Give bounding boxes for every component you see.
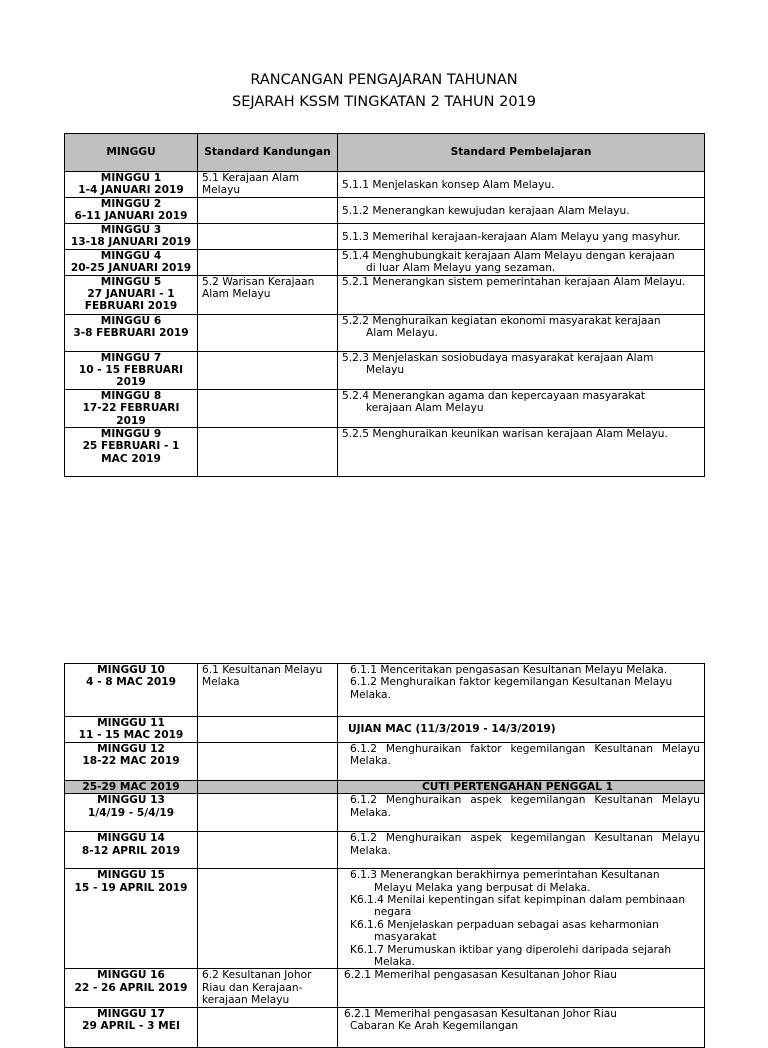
header-standard-pembelajaran: Standard Pembelajaran — [338, 134, 705, 172]
table-row — [65, 198, 705, 224]
standard-kandungan-cell — [198, 351, 338, 389]
week-cell: MINGGU 8 17-22 FEBRUARI 2019 — [65, 389, 198, 427]
standard-kandungan-cell — [198, 389, 338, 427]
week-cell: MINGGU 5 27 JANUARI - 1 FEBRUARI 2019 — [65, 275, 198, 314]
week-cell: MINGGU 12 18-22 MAC 2019 — [65, 742, 198, 780]
week-cell: MINGGU 2 6-11 JANUARI 2019 — [65, 198, 198, 224]
standard-kandungan-cell — [198, 717, 338, 743]
standard-kandungan-cell — [198, 1007, 338, 1047]
standard-kandungan-cell — [198, 869, 338, 969]
table-row — [65, 314, 705, 351]
week-cell: MINGGU 4 20-25 JANUARI 2019 — [65, 249, 198, 275]
standard-kandungan-cell — [198, 223, 338, 249]
table-row — [65, 389, 705, 427]
standard-pembelajaran-cell: 5.1.1 Menjelaskan konsep Alam Melayu. — [338, 172, 705, 198]
document-title-line2: SEJARAH KSSM TINGKATAN 2 TAHUN 2019 — [232, 94, 536, 110]
week-cell: MINGGU 10 4 - 8 MAC 2019 — [65, 664, 198, 717]
table-row — [65, 223, 705, 249]
standard-kandungan-cell — [198, 780, 338, 793]
table-row — [65, 428, 705, 477]
week-cell: MINGGU 6 3-8 FEBRUARI 2019 — [65, 314, 198, 351]
standard-pembelajaran-cell: 5.1.3 Memerihal kerajaan-kerajaan Alam Melayu yang masyhur. — [338, 223, 705, 249]
table-row — [65, 869, 705, 969]
standard-pembelajaran-cell: 6.1.2 Menghuraikan aspek kegemilangan Kesultanan Melayu Melaka. — [338, 794, 705, 832]
standard-pembelajaran-cell: 5.1.2 Menerangkan kewujudan kerajaan Alam Melayu. — [338, 198, 705, 224]
standard-pembelajaran-cell: 5.2.5 Menghuraikan keunikan warisan kerajaan Alam Melayu. — [338, 428, 705, 477]
week-cell: MINGGU 11 11 - 15 MAC 2019 — [65, 717, 198, 743]
week-cell: MINGGU 3 13-18 JANUARI 2019 — [65, 223, 198, 249]
standard-pembelajaran-cell: 5.1.4 Menghubungkait kerajaan Alam Melayu dengan kerajaan di luar Alam Melayu yang sezaman. — [338, 249, 705, 275]
standard-pembelajaran-cell: 6.2.1 Memerihal pengasasan Kesultanan Johor Riau Cabaran Ke Arah Kegemilangan — [338, 1007, 705, 1047]
standard-kandungan-cell — [198, 428, 338, 477]
table-row — [65, 969, 705, 1007]
standard-kandungan-cell — [198, 832, 338, 869]
plan-table-1 — [64, 133, 705, 477]
standard-kandungan-cell: 5.2 Warisan Kerajaan Alam Melayu — [198, 275, 338, 314]
standard-pembelajaran-cell: 6.1.1 Menceritakan pengasasan Kesultanan Melayu Melaka. 6.1.2 Menghuraikan faktor kegemilangan Kesultanan Melayu Melaka. — [338, 664, 705, 717]
standard-pembelajaran-cell: 6.2.1 Memerihal pengasasan Kesultanan Johor Riau — [338, 969, 705, 1007]
standard-pembelajaran-cell: 5.2.4 Menerangkan agama dan kepercayaan masyarakat kerajaan Alam Melayu — [338, 389, 705, 427]
table-row — [65, 249, 705, 275]
week-cell: MINGGU 7 10 - 15 FEBRUARI 2019 — [65, 351, 198, 389]
table-row — [65, 275, 705, 314]
header-minggu: MINGGU — [65, 134, 198, 172]
week-cell: MINGGU 15 15 - 19 APRIL 2019 — [65, 869, 198, 969]
document-title-line1: RANCANGAN PENGAJARAN TAHUNAN — [250, 72, 518, 88]
standard-kandungan-cell — [198, 742, 338, 780]
standard-pembelajaran-cell: UJIAN MAC (11/3/2019 - 14/3/2019) — [338, 717, 705, 743]
table-row — [65, 1007, 705, 1047]
table-row — [65, 664, 705, 717]
standard-kandungan-cell — [198, 249, 338, 275]
week-cell: MINGGU 16 22 - 26 APRIL 2019 — [65, 969, 198, 1007]
week-cell: MINGGU 9 25 FEBRUARI - 1 MAC 2019 — [65, 428, 198, 477]
table-row — [65, 742, 705, 780]
standard-pembelajaran-cell: 6.1.3 Menerangkan berakhirnya pemerintahan Kesultanan Melayu Melaka yang berpusat di Melaka. K6.1.4 Menilai kepentingan sifat kepimpinan dalam pembinaan negara K6.1.6 Menjelaskan perpaduan sebagai asas keharmonian masyarakat K6.1.7 Merumuskan iktibar yang diperolehi daripada sejarah Melaka. — [338, 869, 705, 969]
header-standard-kandungan: Standard Kandungan — [198, 134, 338, 172]
standard-pembelajaran-cell: 6.1.2 Menghuraikan aspek kegemilangan Kesultanan Melayu Melaka. — [338, 832, 705, 869]
week-cell: MINGGU 13 1/4/19 - 5/4/19 — [65, 794, 198, 832]
standard-kandungan-cell — [198, 314, 338, 351]
standard-pembelajaran-cell: 5.2.3 Menjelaskan sosiobudaya masyarakat kerajaan Alam Melayu — [338, 351, 705, 389]
table-row — [65, 717, 705, 743]
table-row — [65, 351, 705, 389]
table-row — [65, 794, 705, 832]
table-row — [65, 832, 705, 869]
week-cell: 25-29 MAC 2019 — [65, 780, 198, 793]
holiday-row — [65, 780, 705, 793]
week-cell: MINGGU 14 8-12 APRIL 2019 — [65, 832, 198, 869]
standard-kandungan-cell — [198, 198, 338, 224]
holiday-label: CUTI PERTENGAHAN PENGGAL 1 — [338, 780, 705, 793]
table-header-row — [65, 134, 705, 172]
standard-kandungan-cell: 6.2 Kesultanan Johor Riau dan Kerajaan-kerajaan Melayu — [198, 969, 338, 1007]
standard-kandungan-cell — [198, 794, 338, 832]
week-cell: MINGGU 1 1-4 JANUARI 2019 — [65, 172, 198, 198]
standard-pembelajaran-cell: 6.1.2 Menghuraikan faktor kegemilangan Kesultanan Melayu Melaka. — [338, 742, 705, 780]
standard-pembelajaran-cell: 5.2.1 Menerangkan sistem pemerintahan kerajaan Alam Melayu. — [338, 275, 705, 314]
week-cell: MINGGU 17 29 APRIL - 3 MEI — [65, 1007, 198, 1047]
standard-pembelajaran-cell: 5.2.2 Menghuraikan kegiatan ekonomi masyarakat kerajaan Alam Melayu. — [338, 314, 705, 351]
plan-table-2 — [64, 663, 705, 1048]
standard-kandungan-cell: 5.1 Kerajaan Alam Melayu — [198, 172, 338, 198]
standard-kandungan-cell: 6.1 Kesultanan Melayu Melaka — [198, 664, 338, 717]
table-row — [65, 172, 705, 198]
